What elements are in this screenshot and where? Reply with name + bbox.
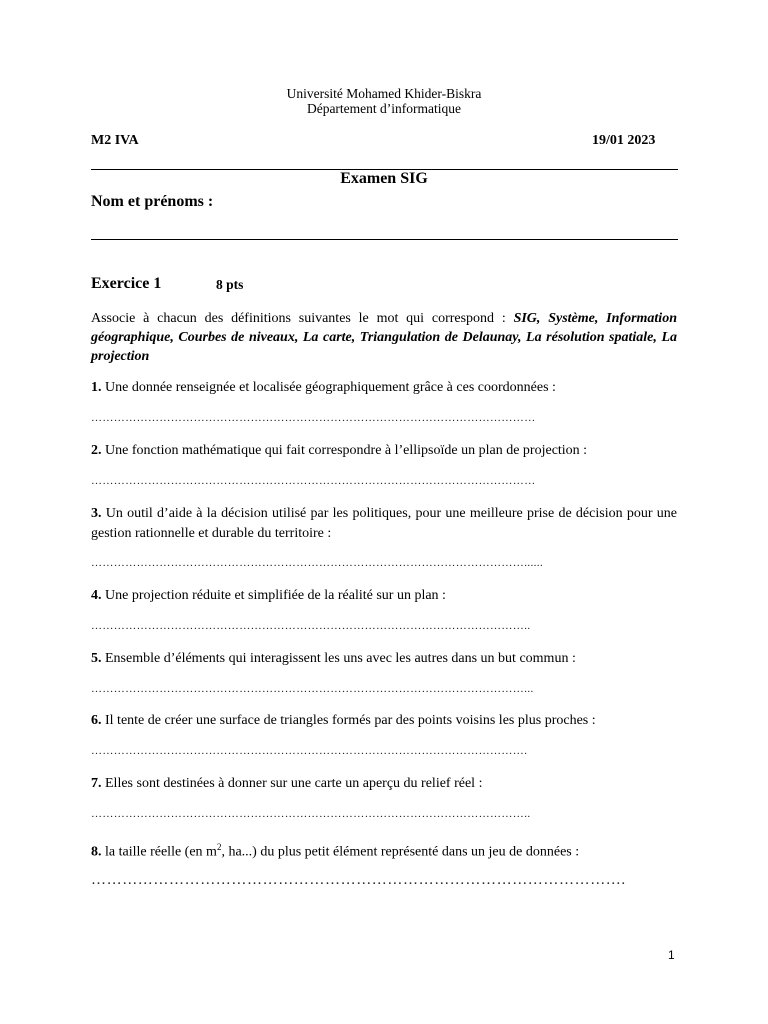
question-number: 4. — [91, 588, 102, 603]
answer-line-2[interactable]: ……………………………………………………………………………………………………… — [91, 475, 536, 487]
question-5 — [91, 649, 677, 669]
question-1 — [91, 378, 677, 398]
question-4 — [91, 586, 677, 606]
name-label: Nom et prénoms : — [91, 193, 214, 210]
question-text: Une projection réduite et simplifiée de la réalité sur un plan : — [101, 588, 446, 603]
question-7 — [91, 774, 677, 794]
question-number: 3. — [91, 506, 102, 521]
name-divider — [91, 239, 678, 240]
question-number: 5. — [91, 651, 102, 666]
exam-date: 19/01 2023 — [592, 133, 656, 148]
answer-line-8[interactable]: …………………………………………………………………………………………. — [91, 872, 626, 888]
question-text: Ensemble d’éléments qui interagissent les uns avec les autres dans un but commun : — [101, 651, 576, 666]
answer-line-5[interactable]: ……………………………………………………………………………………………………... — [91, 683, 534, 695]
question-number: 7. — [91, 776, 102, 791]
unit-superscript: 2 — [216, 842, 222, 852]
answer-line-3[interactable]: ……………………………………………………………………………………………………...... — [91, 557, 544, 569]
exercise-instructions — [91, 309, 677, 366]
question-number: 6. — [91, 713, 102, 728]
instructions-text: Associe à chacun des définitions suivantes le mot qui correspond : — [91, 311, 514, 326]
question-text: Une fonction mathématique qui fait correspondre à l’ellipsoïde un plan de projection : — [101, 443, 588, 458]
question-2 — [91, 441, 677, 461]
exam-title: Examen SIG — [340, 170, 428, 187]
answer-line-6[interactable]: ……………………………………………………………………………………………………. — [91, 745, 528, 757]
question-6 — [91, 711, 677, 731]
page-number: 1 — [668, 948, 675, 962]
question-3 — [91, 504, 677, 544]
question-number: 1. — [91, 380, 102, 395]
question-text: Il tente de créer une surface de triangles formés par des points voisins les plus proches : — [101, 713, 596, 728]
department-name: Département d’informatique — [306, 101, 462, 116]
question-number: 8. — [91, 844, 102, 860]
exercise-points: 8 pts — [216, 277, 244, 292]
answer-line-7[interactable]: …………………………………………………………………………………………………….. — [91, 808, 531, 820]
answer-line-4[interactable]: …………………………………………………………………………………………………….. — [91, 620, 531, 632]
question-text: Un outil d’aide à la décision utilisé par les politiques, pour une meilleure prise de décision pour une gestion rationnelle et durable du territoire : — [91, 506, 677, 541]
question-text-start: la taille réelle (en m — [101, 844, 217, 860]
exercise-title: Exercice 1 — [91, 275, 162, 292]
answer-line-1[interactable]: ……………………………………………………………………………………………………… — [91, 412, 536, 424]
terms-list: SIG, Système, Information géographique, Courbes de niveaux, La carte, Triangulation de Delaunay, La résolution spatiale, La projection — [91, 311, 677, 364]
university-name: Université Mohamed Khider-Biskra — [286, 86, 482, 101]
question-number: 2. — [91, 443, 102, 458]
level-label: M2 IVA — [91, 133, 139, 148]
question-8 — [91, 837, 677, 863]
question-text: Elles sont destinées à donner sur une carte un aperçu du relief réel : — [101, 776, 483, 791]
question-text: Une donnée renseignée et localisée géographiquement grâce à ces coordonnées : — [101, 380, 556, 395]
question-text-end: , ha...) du plus petit élément représenté dans un jeu de données : — [221, 844, 580, 860]
